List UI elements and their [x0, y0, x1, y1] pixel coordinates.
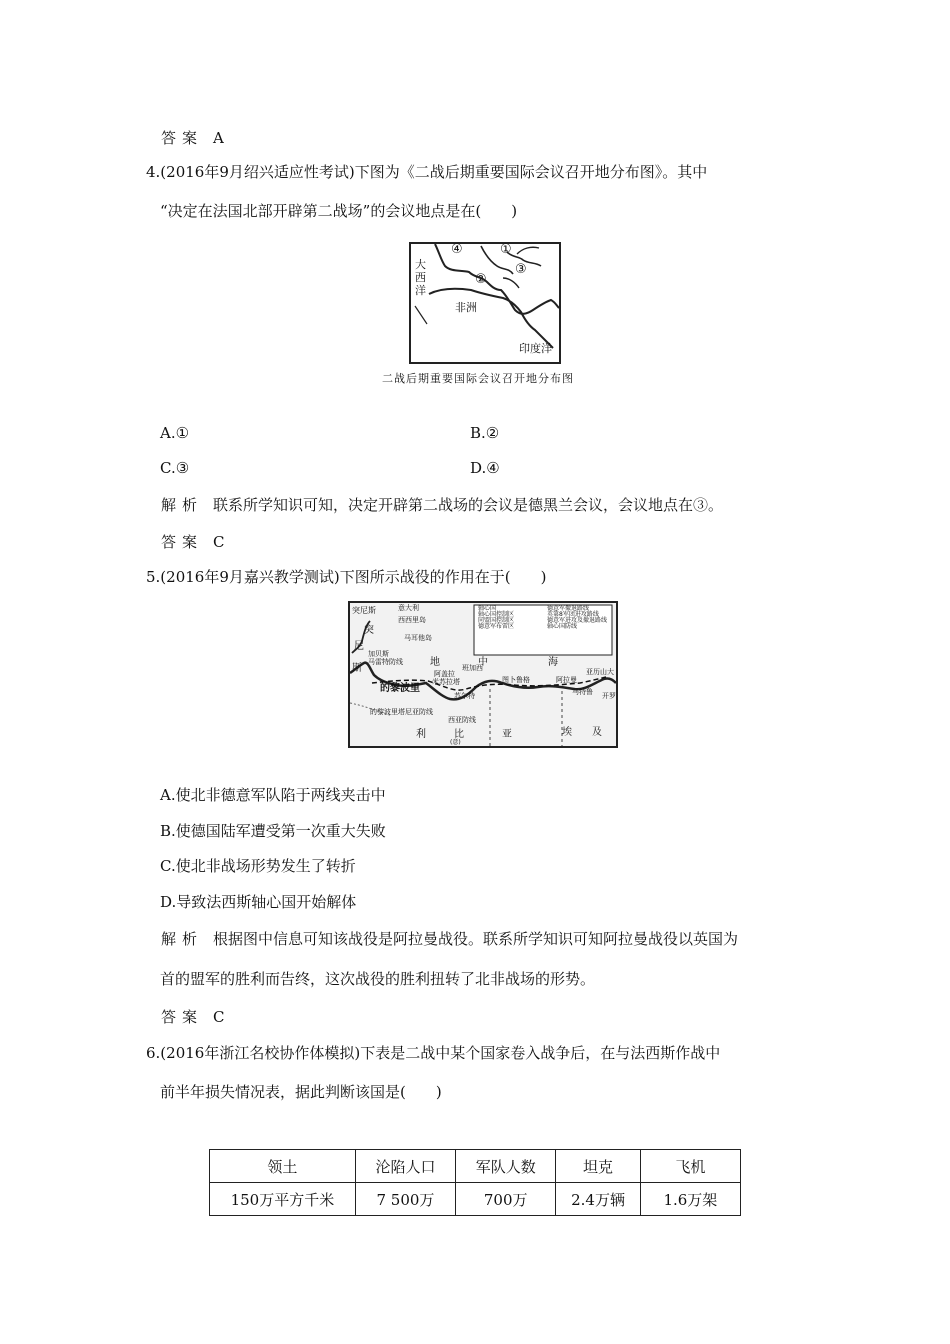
- place-tripoli-line: 的黎波里塔尼亚防线: [370, 708, 433, 716]
- header-cell: 军队人数: [456, 1150, 556, 1183]
- place-tunisia-char-2: 突: [364, 625, 374, 636]
- place-libya-char-3: 亚: [502, 729, 512, 740]
- place-mareth: 马雷特防线: [368, 658, 403, 666]
- africa-label: 非洲: [455, 301, 477, 314]
- place-egypt-char-2: 及: [592, 727, 602, 738]
- q5-option-b: B.使德国陆军遭受第一次重大失败: [160, 822, 386, 840]
- place-tripoli: 的黎波里: [380, 683, 420, 694]
- place-sea-char-2: 中: [478, 657, 488, 668]
- place-malta: 马耳他岛: [404, 634, 432, 642]
- header-cell: 飞机: [640, 1150, 740, 1183]
- atlantic-char-3: 洋: [415, 284, 426, 297]
- legend-item: 德意军进攻及撤退路线: [547, 617, 608, 624]
- place-misurata: 米苏拉塔: [432, 678, 460, 686]
- q6-stem-line-2: 前半年损失情况表，据此判断该国是( ): [160, 1083, 442, 1101]
- q5-option-d: D.导致法西斯轴心国开始解体: [160, 893, 357, 911]
- table-row: [210, 1183, 741, 1216]
- place-sea-char-1: 地: [430, 657, 440, 668]
- q5-analysis-line-1: [161, 928, 738, 950]
- analysis-label: 解析: [161, 930, 204, 948]
- legend-item: 轴心国防线: [547, 623, 578, 630]
- analysis-text: 联系所学知识可知，决定开辟第二战场的会议是德黑兰会议，会议地点在③。: [213, 496, 724, 514]
- q4-answer: [161, 531, 225, 553]
- place-italy: 意大利: [398, 604, 419, 612]
- answer-value: C: [213, 533, 225, 551]
- header-cell: 领土: [210, 1150, 356, 1183]
- place-benghazi: 班加西: [462, 664, 483, 672]
- place-tunisia-char-3: 尼: [354, 641, 364, 652]
- q5-stem: 5.(2016年9月嘉兴教学测试)下图所示战役的作用在于( ): [146, 568, 547, 586]
- place-tobruk: 图卜鲁格: [502, 676, 530, 684]
- marker-1: ①: [500, 242, 512, 257]
- q4-option-c: C.③: [160, 459, 190, 477]
- header-cell: 沦陷人口: [355, 1150, 455, 1183]
- table-cell: 700万: [456, 1183, 556, 1216]
- q5-battle-map: [348, 601, 618, 748]
- atlantic-label: [415, 258, 427, 297]
- answer-label: 答案: [161, 129, 204, 147]
- q5-option-c: C.使北非战场形势发生了转折: [160, 857, 356, 875]
- q4-option-d: D.④: [470, 459, 500, 477]
- place-sicily: 西西里岛: [398, 616, 426, 624]
- q5-analysis-line-2: 首的盟军的胜利而告终，这次战役的胜利扭转了北非战场的形势。: [160, 970, 596, 988]
- table-cell: 150万平方千米: [210, 1183, 356, 1216]
- place-region-tag: (意): [450, 739, 461, 746]
- q4-option-a: A.①: [160, 424, 190, 442]
- q6-loss-table: [209, 1149, 741, 1216]
- analysis-label: 解析: [161, 496, 204, 514]
- place-line-b: 西亚防线: [448, 716, 476, 724]
- legend-item: 德意军撤退路线: [547, 605, 590, 612]
- q5-answer: [161, 1006, 225, 1028]
- place-libya-char-1: 利: [416, 729, 426, 740]
- q4-conference-map: [409, 242, 561, 364]
- place-egypt-char-1: 埃: [562, 727, 572, 738]
- place-agheila: 阿盖拉: [434, 670, 455, 678]
- analysis-text: 根据图中信息可知该战役是阿拉曼战役。联系所学知识可知阿拉曼战役以英国为: [213, 930, 739, 948]
- q4-stem-line-2: “决定在法国北部开辟第二战场”的会议地点是在( ): [160, 202, 518, 220]
- answer-value: A: [213, 129, 224, 147]
- marker-4: ④: [451, 242, 463, 257]
- legend-item: 同盟国控制区: [478, 617, 515, 624]
- q6-stem-line-1: 6.(2016年浙江名校协作体模拟)下表是二战中某个国家卷入战争后，在与法西斯作战中: [146, 1044, 721, 1062]
- answer-label: 答案: [161, 533, 204, 551]
- legend-item: 轴心国: [478, 605, 497, 612]
- table-cell: 2.4万辆: [556, 1183, 640, 1216]
- legend-item: 德意军布雷区: [478, 623, 515, 630]
- answer-value: C: [213, 1008, 225, 1026]
- place-sea-char-3: 海: [548, 657, 558, 668]
- place-alamein: 阿拉曼: [556, 676, 577, 684]
- q4-stem-line-1: 4.(2016年9月绍兴适应性考试)下图为《二战后期重要国际会议召开地分布图》。其中: [146, 163, 708, 181]
- table-header-row: [210, 1150, 741, 1183]
- table-cell: 1.6万架: [640, 1183, 740, 1216]
- atlantic-char-2: 西: [415, 271, 426, 284]
- place-libya-char-2: 比: [454, 729, 464, 740]
- q3-answer: [161, 127, 224, 149]
- q4-option-b: B.②: [470, 424, 500, 442]
- place-cairo: 开罗: [602, 692, 616, 700]
- place-tunisia: 突尼斯: [352, 606, 376, 615]
- marker-2: ②: [475, 272, 487, 287]
- table-cell: 7 500万: [355, 1183, 455, 1216]
- indian-ocean-label: 印度洋: [519, 342, 552, 355]
- place-sirte: 苏尔特: [454, 692, 475, 700]
- legend-item: 轴心国控制区: [478, 611, 515, 618]
- place-alexandria: 亚历山大: [586, 668, 614, 676]
- place-matruh: 马特鲁: [572, 688, 593, 696]
- atlantic-char-1: 大: [415, 258, 426, 271]
- place-tunisia-char-4: 斯: [352, 663, 362, 674]
- marker-3: ③: [515, 262, 527, 277]
- place-gabes: 加贝斯: [368, 650, 389, 658]
- answer-label: 答案: [161, 1008, 204, 1026]
- q4-analysis: [161, 494, 723, 516]
- header-cell: 坦克: [556, 1150, 640, 1183]
- legend-item: 英第8军团进攻路线: [547, 611, 599, 618]
- q5-option-a: A.使北非德意军队陷于两线夹击中: [160, 786, 386, 804]
- q4-map-caption: 二战后期重要国际会议召开地分布图: [382, 372, 574, 385]
